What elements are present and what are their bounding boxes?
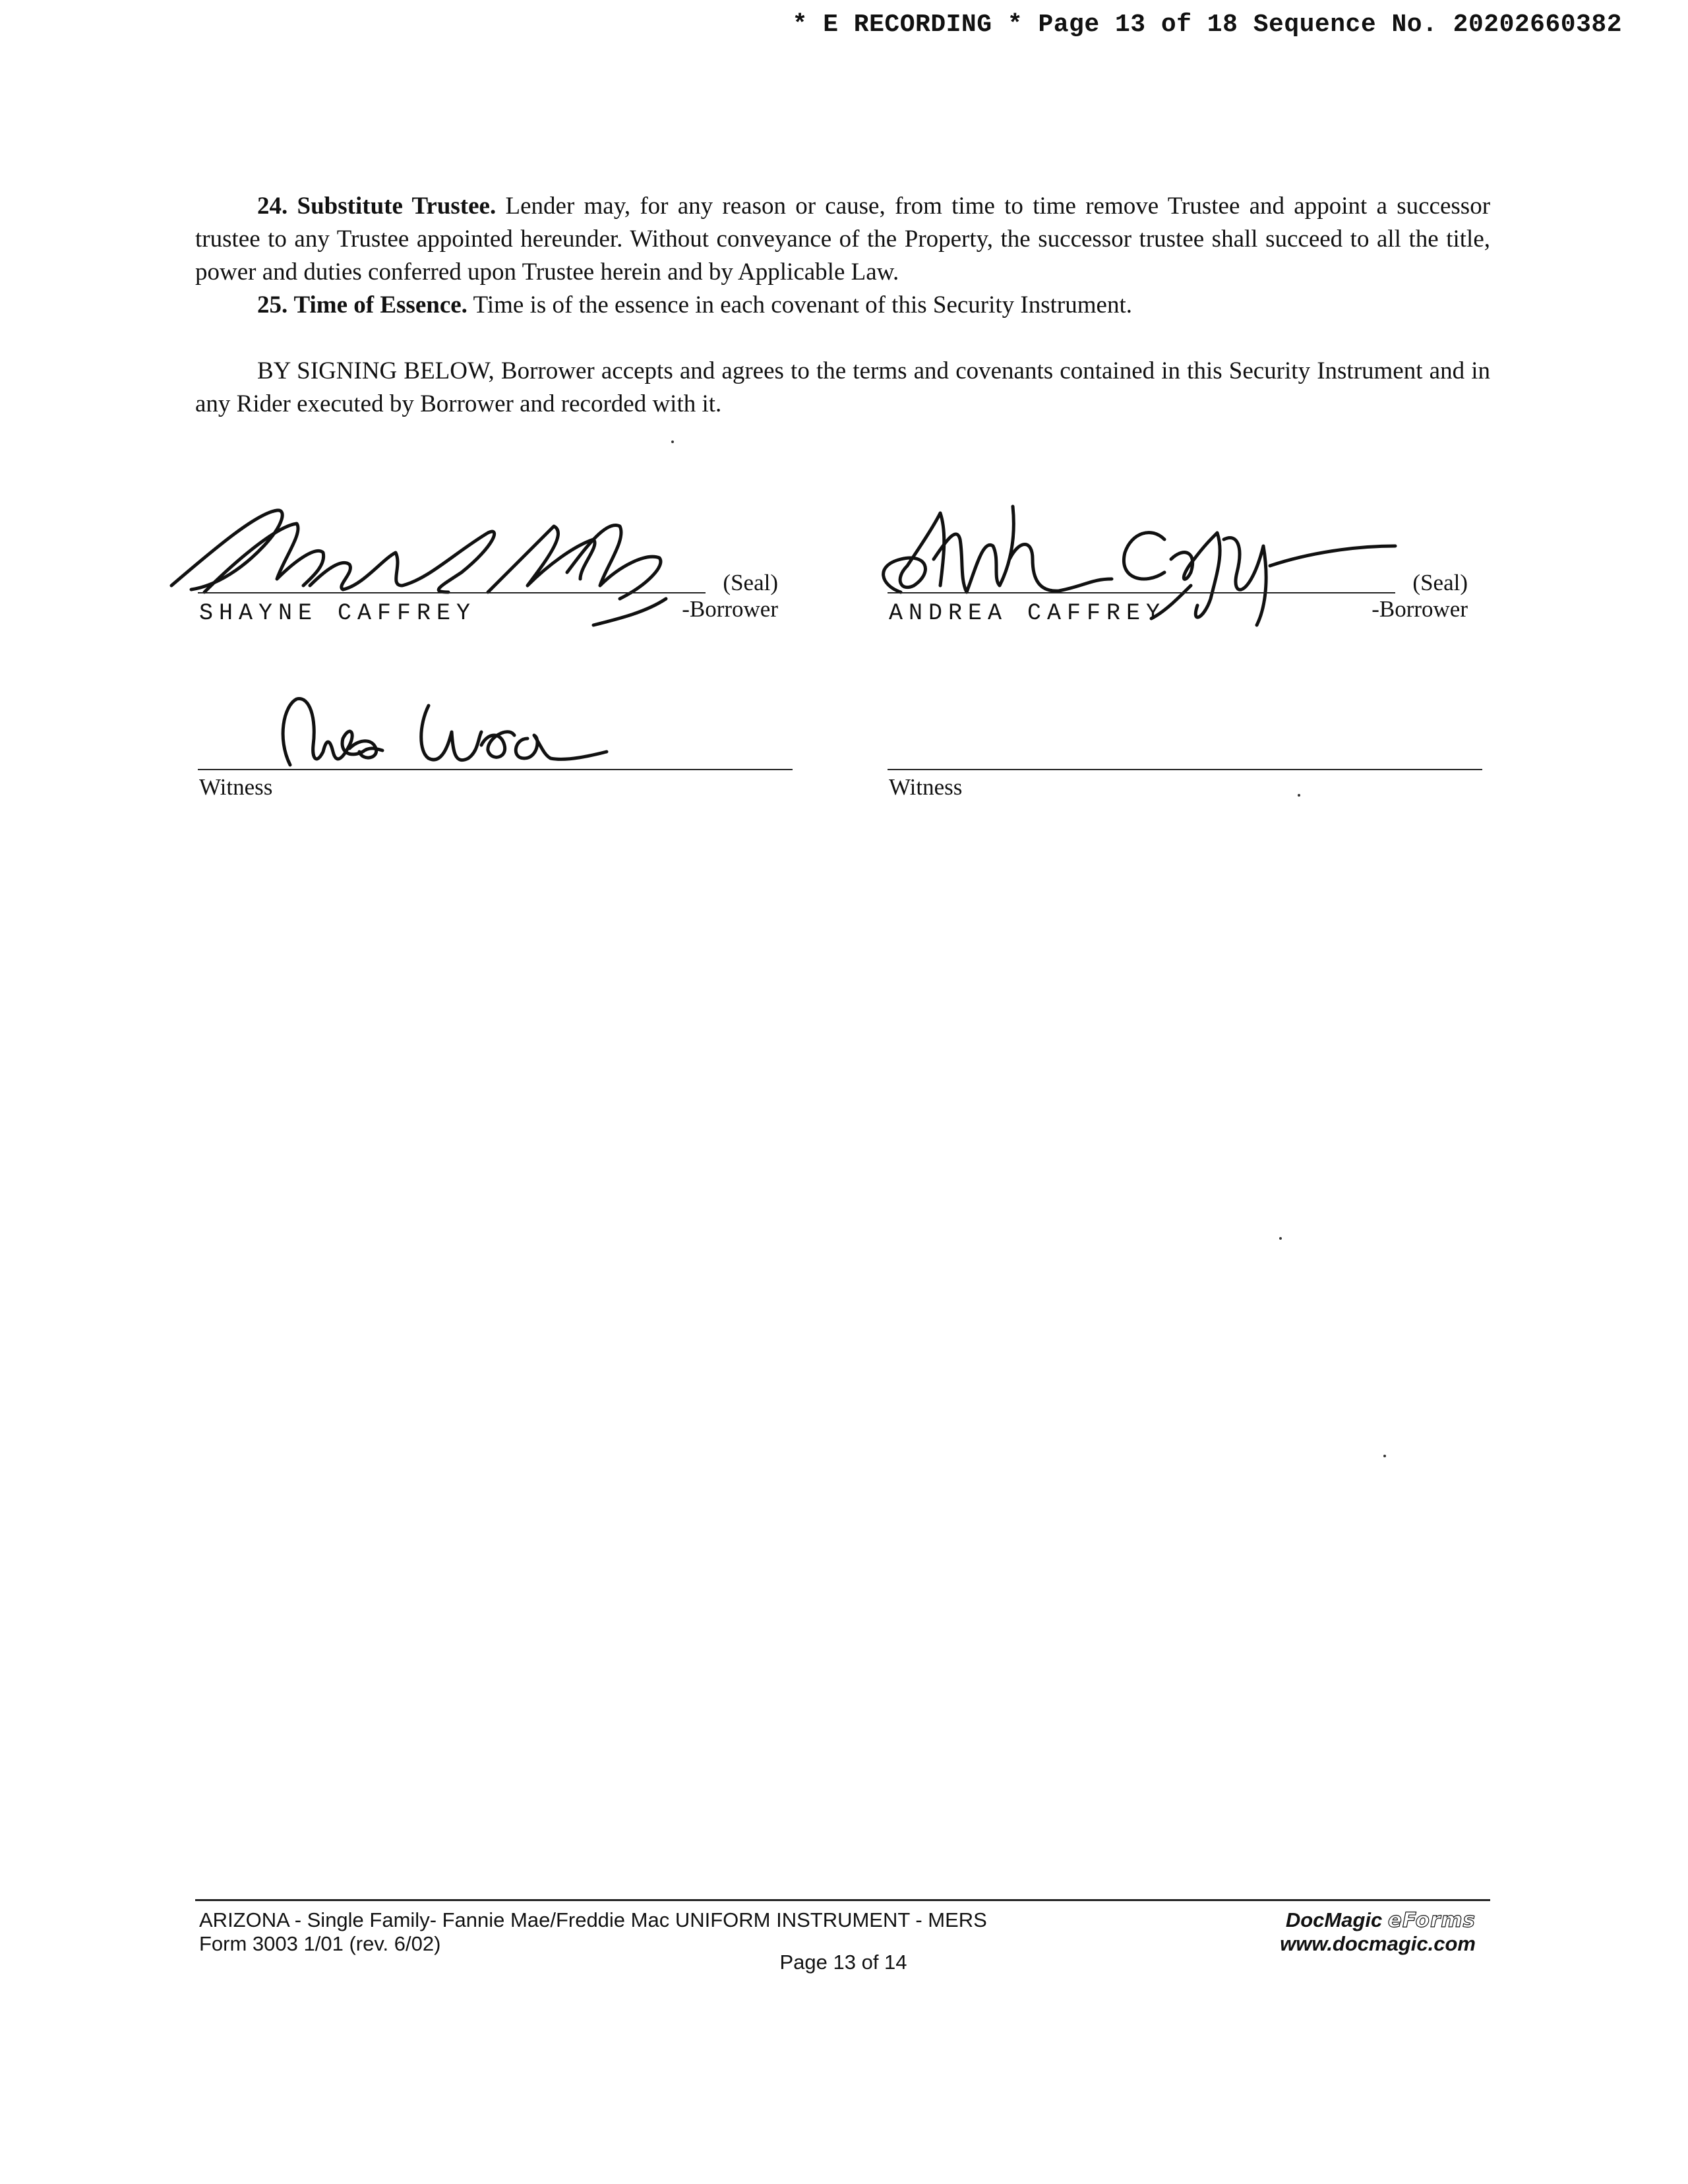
witness-line-right [888,769,1482,770]
section-25-heading: Time of Essence. [293,291,467,318]
footer-form-info [199,1908,987,1956]
section-24-number: 24. [257,193,288,220]
borrower-role-right: -Borrower [1372,596,1468,622]
scan-speck [671,440,674,443]
seal-label-left: (Seal) [723,570,778,595]
section-24-heading: Substitute Trustee. [297,193,497,220]
witness-label-left: Witness [199,774,273,800]
brand-name: DocMagic [1285,1908,1383,1931]
borrower-name-left: SHAYNE CAFFREY [199,600,477,626]
footer-rule [195,1899,1490,1901]
scan-speck [1383,1455,1386,1457]
docmagic-logo [1280,1908,1476,1932]
witness-block-right [888,706,1482,800]
scan-speck [1279,1237,1282,1240]
seal-label-right: (Seal) [1412,570,1468,595]
footer-form-number: Form 3003 1/01 (rev. 6/02) [199,1932,441,1955]
brand-url: www.docmagic.com [1280,1932,1476,1955]
borrower-name-right: ANDREA CAFFREY [889,600,1166,626]
witness-line-left [198,769,793,770]
signature-line-left [198,592,706,593]
footer-form-title: ARIZONA - Single Family- Fannie Mae/Freddie Mac UNIFORM INSTRUMENT - MERS [199,1908,987,1931]
signature-line-right [888,592,1395,593]
signing-statement-text: BY SIGNING BELOW, Borrower accepts and agrees to the terms and covenants contained in this Security Instrument and in any Rider executed by Borrower and recorded with it. [195,357,1490,417]
section-25 [195,289,1490,322]
borrower-signature-block-left [198,473,778,626]
borrower-signature-block-right [888,473,1468,626]
section-24 [195,190,1490,289]
witness-label-right: Witness [889,774,963,800]
section-25-text: Time is of the essence in each covenant of this Security Instrument. [473,291,1132,318]
recording-stamp: * E RECORDING * Page 13 of 18 Sequence No. 20202660382 [792,11,1622,39]
footer-brand [1280,1908,1476,1956]
brand-suffix: eForms [1387,1908,1476,1932]
witness-signature-left [251,673,673,772]
scan-speck [1298,794,1300,797]
witness-block-left [198,706,793,800]
signing-statement [195,355,1490,421]
section-24-text: Lender may, for any reason or cause, from time to time remove Trustee and appoint a successor trustee to any Trustee appointed hereunder. Without conveyance of the Property, the successor trustee shall succeed to all the title, power and duties conferred upon Trustee herein and by Applicable Law. [195,193,1491,286]
footer-page-number: Page 13 of 14 [779,1951,907,1974]
section-25-number: 25. [257,291,288,318]
borrower-role-left: -Borrower [682,596,778,622]
